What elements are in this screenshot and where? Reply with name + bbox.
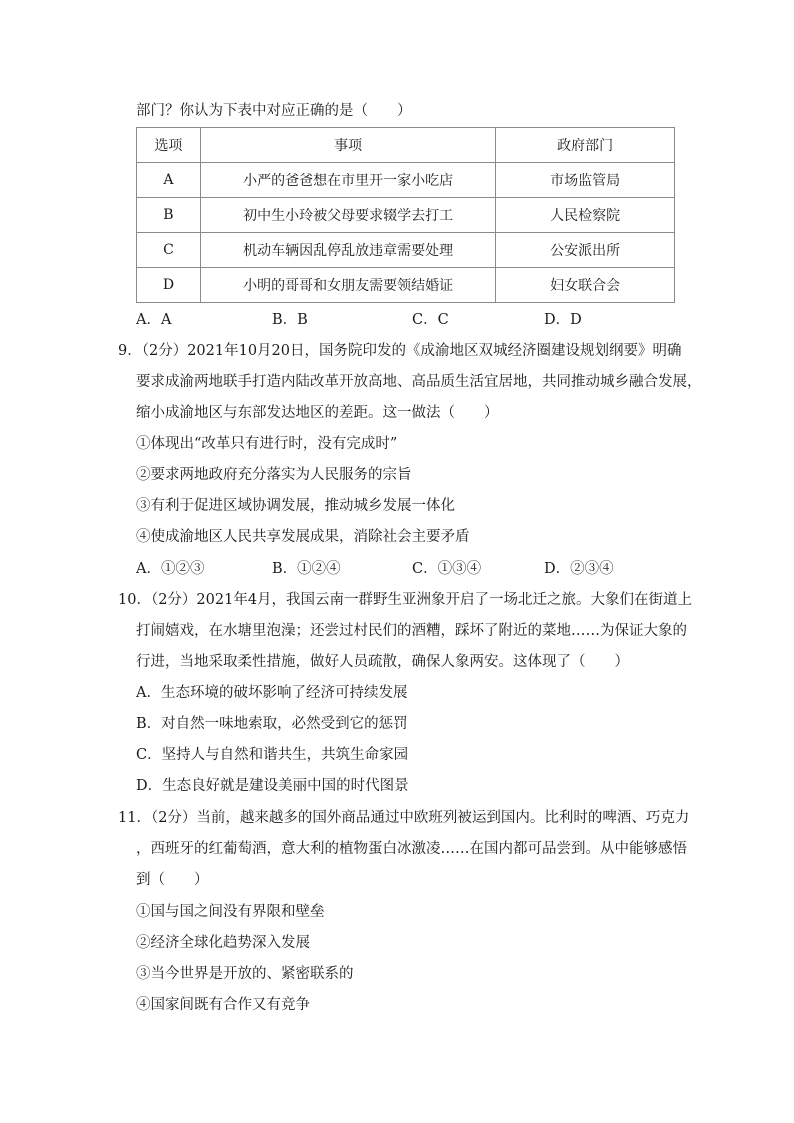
choice-d: D．D <box>544 312 582 328</box>
q9-statement: ③有利于促进区域协调发展，推动城乡发展一体化 <box>136 498 455 514</box>
q11-stem-line: 到（ ） <box>136 872 209 888</box>
choice-b: B．B <box>272 312 308 328</box>
q8-intro: 部门？你认为下表中对应正确的是（ ） <box>136 103 412 119</box>
table-cell: D <box>137 268 201 303</box>
q9-stem-line: 9．（2分）2021年10月20日，国务院印发的《成渝地区双城经济圈建设规划纲要》明确 <box>118 343 682 359</box>
table-header-matter: 事项 <box>200 128 495 163</box>
q9-stem-line: 要求成渝两地联手打造内陆改革开放高地、高品质生活宜居地，共同推动城乡融合发展， <box>136 374 702 390</box>
q10-stem-line: 10．（2分）2021年4月，我国云南一群野生亚洲象开启了一场北迁之旅。大象们在街道上 <box>118 592 693 608</box>
table-cell: 小明的哥哥和女朋友需要领结婚证 <box>200 268 495 303</box>
table-cell: A <box>137 163 201 198</box>
table-cell: 小严的爸爸想在市里开一家小吃店 <box>200 163 495 198</box>
q11-statement: ②经济全球化趋势深入发展 <box>136 935 310 951</box>
choice-b: B．①②④ <box>272 561 341 577</box>
table-row <box>137 163 675 198</box>
table-cell: 机动车辆因乱停乱放违章需要处理 <box>200 233 495 268</box>
q11-stem-line: 11．（2分）当前，越来越多的国外商品通过中欧班列被运到国内。比利时的啤酒、巧克力 <box>118 810 690 826</box>
table-cell: B <box>137 198 201 233</box>
choice-a: A．A <box>136 312 172 328</box>
table-cell: 公安派出所 <box>496 233 675 268</box>
q10-stem-line: 行进，当地采取柔性措施，做好人员疏散，确保人象两安。这体现了（ ） <box>136 654 629 670</box>
table-cell: C <box>137 233 201 268</box>
table-cell: 人民检察院 <box>496 198 675 233</box>
q9-statement: ④使成渝地区人民共享发展成果，消除社会主要矛盾 <box>136 529 470 545</box>
table-row <box>137 198 675 233</box>
table-cell: 市场监管局 <box>496 163 675 198</box>
q11-stem-line: ，西班牙的红葡萄酒，意大利的植物蛋白冰激凌……在国内都可品尝到。从中能够感悟 <box>136 841 687 857</box>
choice-c: C．①③④ <box>412 561 482 577</box>
table-header-row <box>137 128 675 163</box>
table-header-option: 选项 <box>137 128 201 163</box>
table-row <box>137 233 675 268</box>
q10-option: B．对自然一味地索取，必然受到它的惩罚 <box>136 716 408 732</box>
choice-a: A．①②③ <box>136 561 205 577</box>
q11-statement: ③当今世界是开放的、紧密联系的 <box>136 966 354 982</box>
q10-option: C．坚持人与自然和谐共生，共筑生命家园 <box>136 747 409 763</box>
q11-statement: ①国与国之间没有界限和壁垒 <box>136 904 325 920</box>
q9-stem-line: 缩小成渝地区与东部发达地区的差距。这一做法（ ） <box>136 405 499 421</box>
table-cell: 妇女联合会 <box>496 268 675 303</box>
q9-statement: ①体现出“改革只有进行时，没有完成时” <box>136 436 398 452</box>
q10-stem-line: 打闹嬉戏，在水塘里泡澡；还尝过村民们的酒糟，踩坏了附近的菜地……为保证大象的 <box>136 623 687 639</box>
q8-table <box>136 127 675 303</box>
table-row <box>137 268 675 303</box>
q11-statement: ④国家间既有合作又有竞争 <box>136 997 310 1013</box>
choice-d: D．②③④ <box>544 561 614 577</box>
table-header-department: 政府部门 <box>496 128 675 163</box>
q9-statement: ②要求两地政府充分落实为人民服务的宗旨 <box>136 467 412 483</box>
q10-option: D．生态良好就是建设美丽中国的时代图景 <box>136 778 409 794</box>
q10-option: A．生态环境的破坏影响了经济可持续发展 <box>136 685 408 701</box>
choice-c: C．C <box>412 312 449 328</box>
table-cell: 初中生小玲被父母要求辍学去打工 <box>200 198 495 233</box>
